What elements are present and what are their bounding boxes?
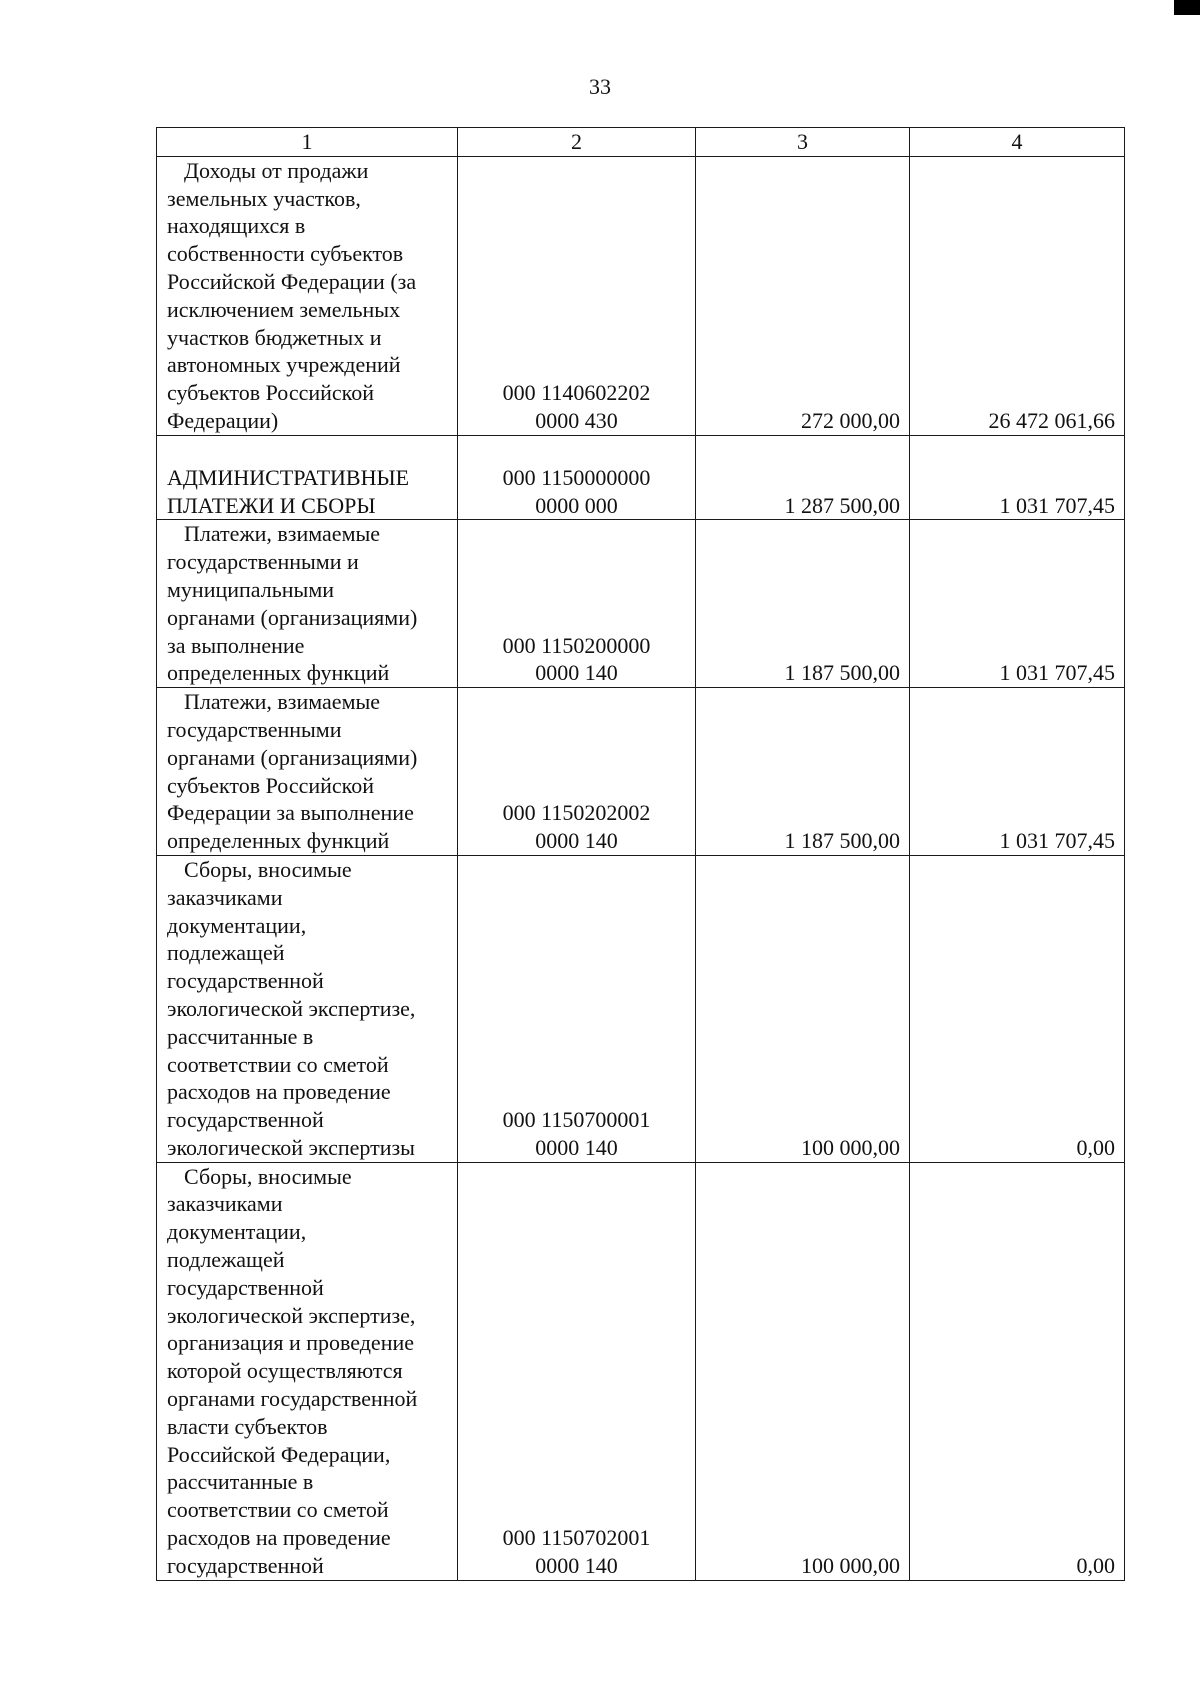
- row-plan-value: 1 187 500,00: [696, 520, 910, 688]
- row-name: АДМИНИСТРАТИВНЫЕ ПЛАТЕЖИ И СБОРЫ: [167, 464, 410, 518]
- row-actual-value: 1 031 707,45: [910, 520, 1125, 688]
- column-header-1: 1: [157, 128, 458, 157]
- row-name-cell: [157, 435, 458, 520]
- row-plan-value: 1 187 500,00: [696, 688, 910, 856]
- row-actual-value: 26 472 061,66: [910, 156, 1125, 435]
- row-plan-value: 272 000,00: [696, 156, 910, 435]
- table-row: [157, 520, 1125, 688]
- row-name: Доходы от продажи земельных участков, находящихся в собственности субъектов Российской Федерации (за исключением земельных участков бюджетных и автономных учреждений субъектов Российской Федерации): [167, 157, 417, 433]
- row-name: Платежи, взимаемые государственными органами (организациями) субъектов Российской Федерации за выполнение определенных функций: [167, 689, 418, 854]
- row-name: Платежи, взимаемые государственными и муниципальными органами (организациями) за выполнение определенных функций: [167, 521, 418, 686]
- row-name: Сборы, вносимые заказчиками документации, подлежащей государственной экологической экспертизе, организация и проведение которой осуществляются органами государственной власти субъектов Российской Федерации, рассчитанные в соответствии со сметой расходов на проведение государственной: [167, 1163, 418, 1578]
- table-row: [157, 435, 1125, 520]
- column-header-2: 2: [458, 128, 696, 157]
- row-actual-value: 1 031 707,45: [910, 688, 1125, 856]
- column-header-4: 4: [910, 128, 1125, 157]
- table-row: [157, 688, 1125, 856]
- scan-corner-mark: [1174, 0, 1200, 15]
- table-row: [157, 1162, 1125, 1580]
- row-name-cell: [157, 855, 458, 1162]
- row-code: 000 1150700001 0000 140: [458, 855, 696, 1162]
- table-row: [157, 855, 1125, 1162]
- row-name-cell: [157, 688, 458, 856]
- table-header-row: [157, 128, 1125, 157]
- page-number: 33: [589, 74, 611, 99]
- row-name-cell: [157, 156, 458, 435]
- row-code: 000 1150702001 0000 140: [458, 1162, 696, 1580]
- row-code: 000 1140602202 0000 430: [458, 156, 696, 435]
- row-plan-value: 1 287 500,00: [696, 435, 910, 520]
- row-plan-value: 100 000,00: [696, 1162, 910, 1580]
- table-row: [157, 156, 1125, 435]
- row-code: 000 1150200000 0000 140: [458, 520, 696, 688]
- column-header-3: 3: [696, 128, 910, 157]
- revenue-table: [156, 127, 1125, 1581]
- row-actual-value: 0,00: [910, 1162, 1125, 1580]
- row-code: 000 1150000000 0000 000: [458, 435, 696, 520]
- row-plan-value: 100 000,00: [696, 855, 910, 1162]
- row-actual-value: 0,00: [910, 855, 1125, 1162]
- row-name-cell: [157, 520, 458, 688]
- row-actual-value: 1 031 707,45: [910, 435, 1125, 520]
- row-name-cell: [157, 1162, 458, 1580]
- row-code: 000 1150202002 0000 140: [458, 688, 696, 856]
- row-name: Сборы, вносимые заказчиками документации, подлежащей государственной экологической экспертизе, рассчитанные в соответствии со сметой расходов на проведение государственной экологической экспертизы: [167, 856, 416, 1160]
